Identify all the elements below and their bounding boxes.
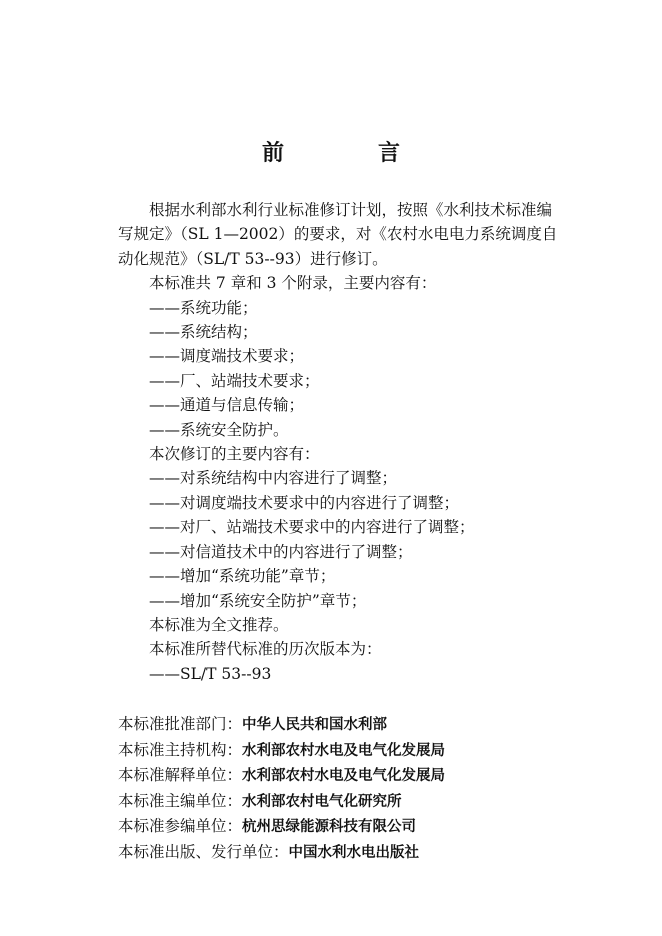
info-row	[118, 763, 588, 789]
document-body	[118, 198, 588, 686]
list-item: ——对信道技术中的内容进行了调整；	[149, 542, 413, 561]
list-item: ——厂、站端技术要求；	[149, 371, 320, 390]
list-item: ——系统功能；	[149, 298, 258, 317]
revision-heading: 本次修订的主要内容有：	[149, 445, 320, 464]
list-item: ——系统安全防护。	[149, 420, 289, 439]
intro-line: 写规定》（SL 1—2002）的要求，对《农村水电电力系统调度自	[118, 225, 558, 244]
list-item: ——调度端技术要求；	[149, 347, 305, 366]
list-item: ——增加“系统功能”章节；	[149, 567, 336, 586]
chapters-list	[118, 296, 588, 442]
info-value: 水利部农村水电及电气化发展局	[242, 768, 446, 785]
intro-line: 根据水利部水利行业标准修订计划，按照《水利技术标准编	[149, 201, 553, 219]
info-value: 杭州思绿能源科技有限公司	[242, 819, 417, 836]
info-row	[118, 814, 588, 840]
info-row	[118, 789, 588, 815]
recommendation-text: 本标准为全文推荐。	[149, 615, 289, 634]
info-label: 本标准出版、发行单位：	[118, 842, 289, 861]
list-item: ——对调度端技术要求中的内容进行了调整；	[149, 493, 460, 512]
info-label: 本标准解释单位：	[118, 766, 243, 785]
revisions-list	[118, 466, 588, 612]
info-row	[118, 840, 588, 866]
intro-line: 动化规范》（SL/T 53--93）进行修订。	[118, 249, 388, 268]
history-item: ——SL/T 53--93	[149, 664, 272, 683]
info-row	[118, 712, 588, 738]
chapters-heading: 本标准共 7 章和 3 个附录，主要内容有：	[149, 274, 437, 293]
list-item: ——增加“系统安全防护”章节；	[149, 591, 367, 610]
history-heading: 本标准所替代标准的历次版本为：	[149, 640, 382, 659]
list-item: ——通道与信息传输；	[149, 396, 305, 415]
info-label: 本标准批准部门：	[118, 715, 243, 733]
info-row	[118, 738, 588, 764]
info-label: 本标准主持机构：	[118, 740, 243, 759]
list-item: ——对系统结构中内容进行了调整；	[149, 469, 398, 488]
standard-info-block	[118, 712, 588, 866]
info-value: 水利部农村电气化研究所	[242, 793, 402, 810]
list-item: ——对厂、站端技术要求中的内容进行了调整；	[149, 518, 475, 537]
page-title: 前 言	[261, 141, 436, 166]
info-value: 水利部农村水电及电气化发展局	[242, 742, 446, 759]
info-value: 中国水利水电出版社	[288, 844, 420, 861]
info-label: 本标准主编单位：	[118, 791, 243, 810]
info-value: 中华人民共和国水利部	[242, 717, 388, 733]
info-label: 本标准参编单位：	[118, 817, 243, 836]
list-item: ——系统结构；	[149, 323, 258, 342]
intro-paragraph	[118, 198, 588, 271]
